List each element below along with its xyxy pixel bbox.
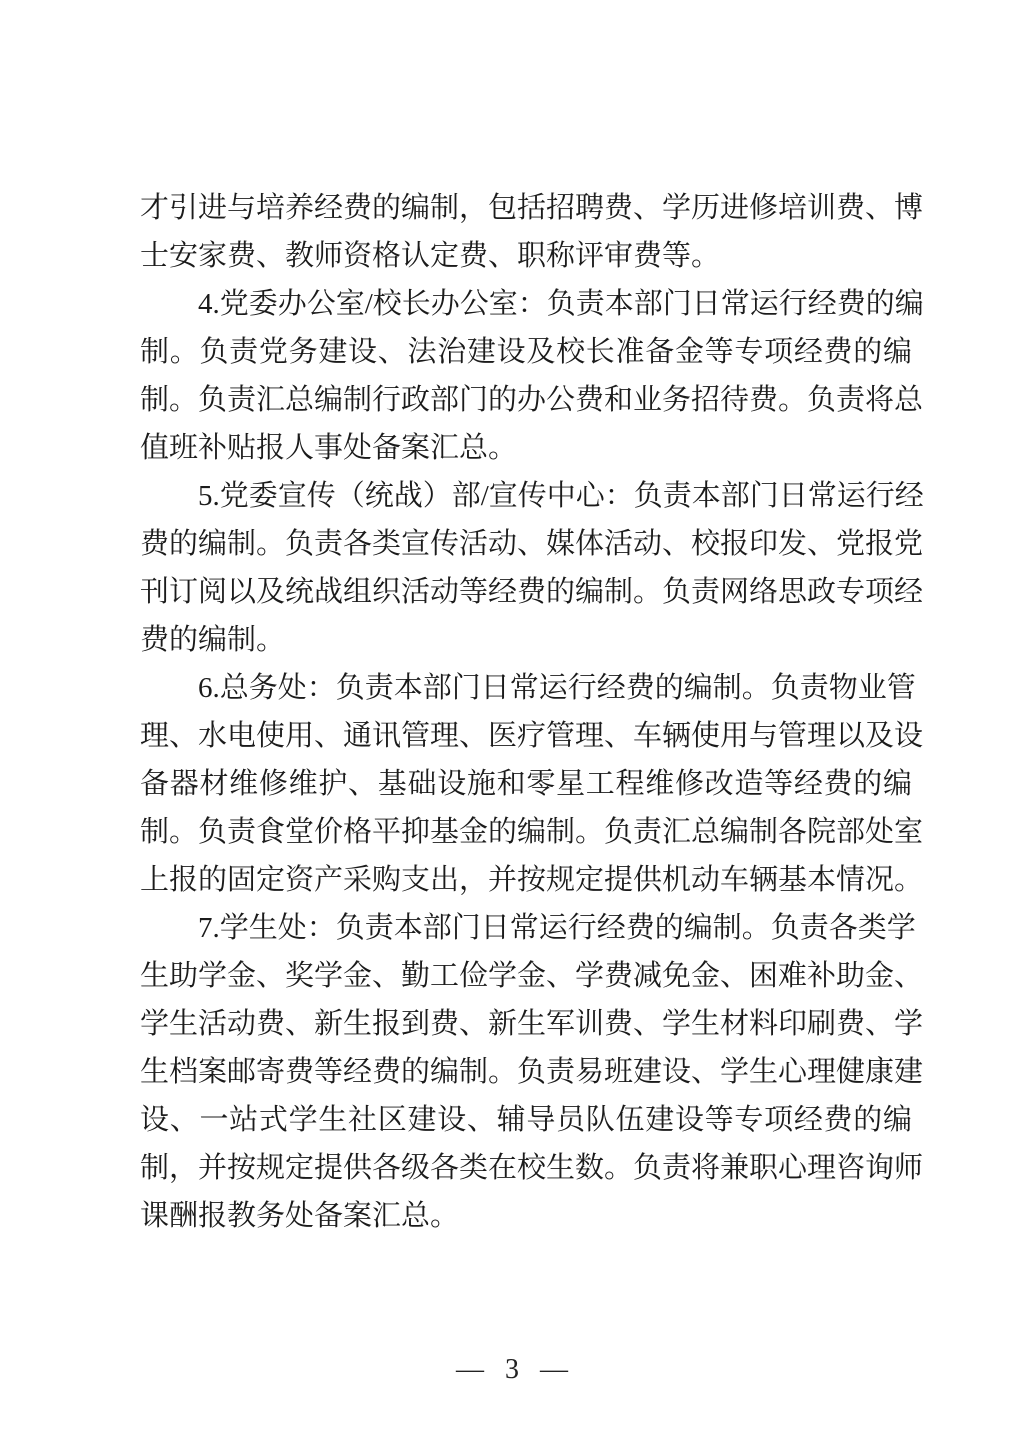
text-line: 制。负责党务建设、法治建设及校长准备金等专项经费的编 bbox=[140, 336, 912, 368]
text-line: 值班补贴报人事处备案汇总。 bbox=[140, 432, 518, 464]
paragraph bbox=[140, 664, 924, 904]
text-line: 5.党委宣传（统战）部/宣传中心：负责本部门日常运行经 bbox=[198, 480, 924, 512]
text-line: 备器材维修维护、基础设施和零星工程维修改造等经费的编 bbox=[140, 768, 912, 800]
text-line: 制。负责食堂价格平抑基金的编制。负责汇总编制各院部处室 bbox=[140, 816, 924, 848]
text-line: 4.党委办公室/校长办公室：负责本部门日常运行经费的编 bbox=[198, 288, 924, 320]
text-line: 学生活动费、新生报到费、新生军训费、学生材料印刷费、学 bbox=[140, 1008, 924, 1040]
paragraph bbox=[140, 472, 924, 664]
text-line: 费的编制。 bbox=[140, 624, 286, 656]
text-line: 制，并按规定提供各级各类在校生数。负责将兼职心理咨询师 bbox=[140, 1152, 924, 1184]
text-line: 设、一站式学生社区建设、辅导员队伍建设等专项经费的编 bbox=[140, 1104, 912, 1136]
document-body bbox=[140, 184, 924, 1240]
text-line: 6.总务处：负责本部门日常运行经费的编制。负责物业管 bbox=[198, 672, 916, 704]
page-number: — 3 — bbox=[456, 1354, 568, 1385]
text-line: 上报的固定资产采购支出，并按规定提供机动车辆基本情况。 bbox=[140, 864, 924, 896]
paragraph bbox=[140, 184, 924, 280]
text-line: 生档案邮寄费等经费的编制。负责易班建设、学生心理健康建 bbox=[140, 1056, 924, 1088]
text-line: 理、水电使用、通讯管理、医疗管理、车辆使用与管理以及设 bbox=[140, 720, 924, 752]
paragraph bbox=[140, 280, 924, 472]
text-line: 制。负责汇总编制行政部门的办公费和业务招待费。负责将总 bbox=[140, 384, 924, 416]
text-line: 课酬报教务处备案汇总。 bbox=[140, 1200, 460, 1232]
paragraph bbox=[140, 904, 924, 1240]
text-line: 才引进与培养经费的编制，包括招聘费、学历进修培训费、博 bbox=[140, 192, 924, 224]
text-line: 生助学金、奖学金、勤工俭学金、学费减免金、困难补助金、 bbox=[140, 960, 924, 992]
text-line: 费的编制。负责各类宣传活动、媒体活动、校报印发、党报党 bbox=[140, 528, 924, 560]
text-line: 7.学生处：负责本部门日常运行经费的编制。负责各类学 bbox=[198, 912, 916, 944]
text-line: 士安家费、教师资格认定费、职称评审费等。 bbox=[140, 240, 721, 272]
text-line: 刊订阅以及统战组织活动等经费的编制。负责网络思政专项经 bbox=[140, 576, 924, 608]
